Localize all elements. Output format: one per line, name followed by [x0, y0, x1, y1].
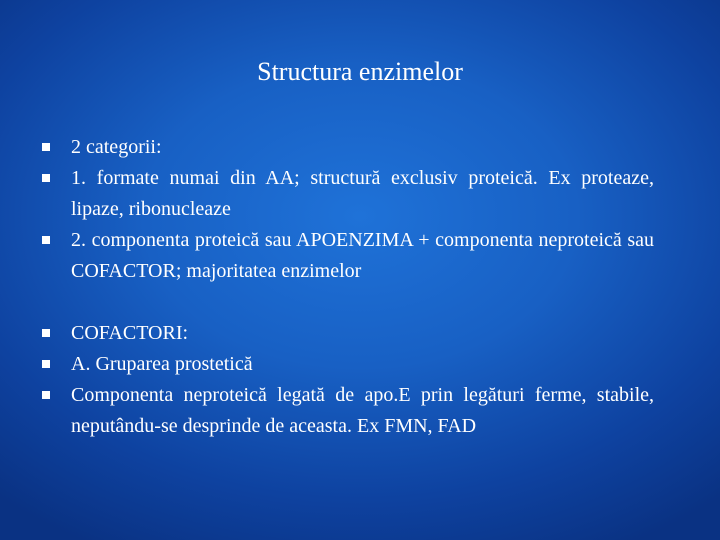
list-item	[42, 163, 654, 225]
list-item-text: 1. formate numai din AA; structură exclusiv proteică. Ex proteaze, lipaze, ribonucleaze	[71, 167, 654, 220]
square-bullet-icon	[42, 391, 50, 399]
list-item	[42, 225, 654, 287]
list-item-text: 2 categorii:	[71, 136, 162, 158]
list-item-text: A. Gruparea prostetică	[71, 353, 253, 375]
square-bullet-icon	[42, 329, 50, 337]
list-item	[42, 380, 654, 442]
list-item	[42, 349, 654, 380]
square-bullet-icon	[42, 143, 50, 151]
list-item	[42, 318, 654, 349]
square-bullet-icon	[42, 236, 50, 244]
list-item-text: COFACTORI:	[71, 322, 189, 344]
list-item	[42, 132, 654, 163]
list-item-text: Componenta neproteică legată de apo.E prin legături ferme, stabile, neputându-se desprinde de aceasta. Ex FMN, FAD	[71, 384, 654, 437]
list-item-text: 2. componenta proteică sau APOENZIMA + componenta neproteică sau COFACTOR; majoritatea enzimelor	[71, 229, 654, 282]
bullet-list	[42, 132, 654, 442]
square-bullet-icon	[42, 174, 50, 182]
square-bullet-icon	[42, 360, 50, 368]
slide-title: Structura enzimelor	[257, 57, 463, 86]
